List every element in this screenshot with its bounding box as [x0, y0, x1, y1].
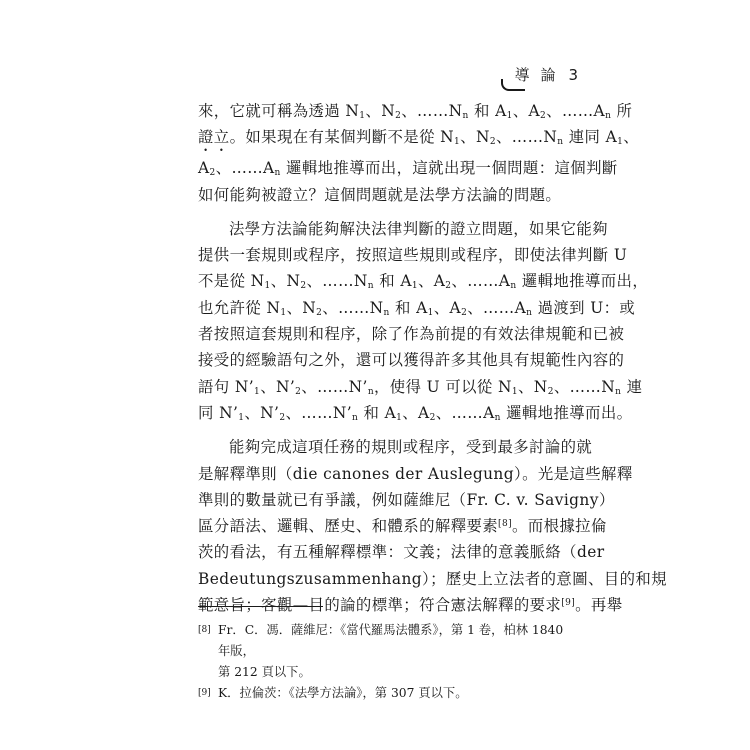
text-line: Bedeutungszusammenhang）；歷史上立法者的意圖、目的和規	[198, 569, 667, 588]
emphasized-term: 證立	[198, 128, 230, 147]
text-line: 區分語法、邏輯、歷史、和體系的解釋要素[8]。而根據拉倫	[198, 517, 607, 536]
text-line: 能夠完成這項任務的規則或程序，受到最多討論的就	[229, 438, 593, 457]
page-number: 3	[568, 65, 578, 84]
footnote-marker: [8]	[198, 625, 211, 635]
text-line: 如何能夠被證立？這個問題就是法學方法論的問題。	[198, 185, 562, 204]
text-line: 接受的經驗語句之外，還可以獲得許多其他具有規範性內容的	[198, 351, 625, 370]
text-line: 同 $N’_1$、$N’_2$、$\dots\dots N’_n$ 和 $A_1$、$A_2$、$\dots\dots A_n$ 邏輯地推導而出。	[198, 403, 633, 423]
body-text	[198, 98, 667, 618]
text-line: 範意旨；客觀—目的論的標準；符合憲法解釋的要求[9]。再舉	[198, 596, 623, 615]
text-line: $A_2$、$\dots\dots A_n$ 邏輯地推導而出，這就出現一個問題：這個判斷	[198, 159, 618, 179]
text-line: 證立。如果現在有某個判斷不是從 $N_1$、$N_2$、$\dots\dots N_n$ 連同 $A_1$、	[198, 128, 640, 148]
text-line: 不是從 $N_1$、$N_2$、$\dots\dots N_n$ 和 $A_1$、$A_2$、$\dots\dots A_n$ 邏輯地推導而出，	[198, 272, 649, 292]
text-line: 者按照這套規則和程序，除了作為前提的有效法律規範和已被	[198, 325, 625, 344]
footnote-marker: [9]	[198, 688, 211, 698]
text-line: 也允許從 $N_1$、$N_2$、$\dots\dots N_n$ 和 $A_1$、$A_2$、$\dots\dots A_n$ 過渡到 U：或	[198, 298, 636, 318]
footnote-text: 第 212 頁以下。	[218, 665, 311, 679]
chapter-title: 導 論	[514, 66, 559, 84]
footnote-ref[interactable]: [9]	[561, 598, 576, 609]
header-ornament	[501, 79, 525, 91]
footnote-text: Fr．C．馮．薩維尼：《當代羅馬法體系》，第 1 卷，柏林 1840 年版，	[218, 623, 564, 658]
text-line: 是解釋準則（die canones der Auslegung）。光是這些解釋	[198, 464, 633, 483]
footnote-divider	[198, 606, 323, 607]
text-line: 法學方法論能夠解決法律判斷的證立問題，如果它能夠	[229, 219, 608, 238]
text-line: 準則的數量就已有爭議，例如薩維尼（Fr. C. v. Savigny）	[198, 490, 615, 509]
footnote-ref[interactable]: [8]	[498, 519, 512, 530]
text-line: 茨的看法，有五種解釋標準：文義；法律的意義脈絡（der	[198, 543, 605, 562]
footnote	[198, 620, 570, 683]
footnote-text: K．拉倫茨：《法學方法論》，第 307 頁以下。	[218, 686, 468, 700]
text-line: 提供一套規則或程序，按照這些規則或程序，即使法律判斷 U	[198, 246, 628, 265]
text-line: 語句 $N’_1$、$N’_2$、$\dots\dots N’_n$，使得 U 可以從 $N_1$、$N_2$、$\dots\dots N_n$ 連	[198, 377, 643, 397]
running-header	[515, 64, 578, 85]
footnotes	[198, 620, 570, 704]
text-line: 來，它就可稱為透過 $N_1$、$N_2$、$\dots\dots N_n$ 和 $A_1$、$A_2$、$\dots\dots A_n$ 所	[198, 102, 633, 121]
footnote	[198, 683, 570, 704]
